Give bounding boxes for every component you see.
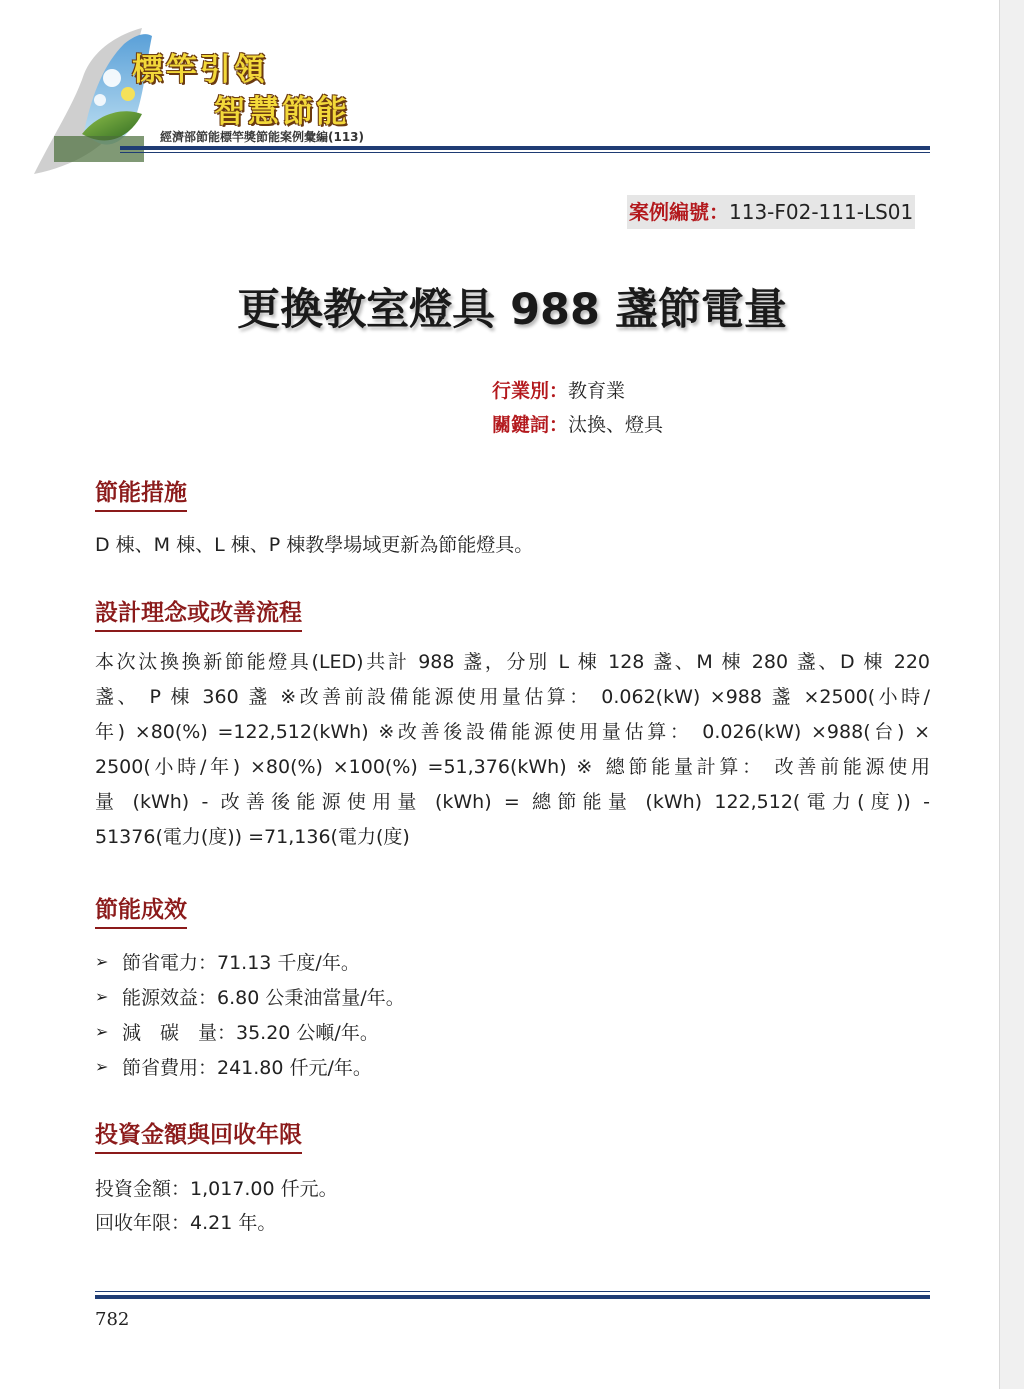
result-text: 減 碳 量：35.20 公噸/年。 [122, 1022, 379, 1044]
section-heading-results: 節能成效 [95, 891, 187, 929]
keywords-row [492, 410, 663, 437]
page-title: 更換教室燈具 988 盞節電量 [237, 285, 787, 335]
list-item [95, 1014, 405, 1049]
brand-slogan-line2: 智慧節能 [214, 94, 350, 130]
header-rule [120, 146, 930, 150]
case-number-box [627, 195, 915, 229]
section-heading-measures: 節能措施 [95, 474, 187, 512]
page-number: 782 [95, 1309, 130, 1330]
list-item [95, 944, 405, 979]
design-paragraph [95, 645, 930, 855]
investment-amount: 投資金額：1,017.00 仟元。 [95, 1178, 338, 1200]
brand-slogan-line1: 標竿引領 [132, 52, 268, 88]
design-line: 本次汰換換新節能燈具(LED)共計 988 盞，分別 L 棟 128 盞、M 棟 280 盞、D 棟 220 [95, 651, 930, 673]
result-text: 節省費用：241.80 仟元/年。 [122, 1057, 372, 1079]
design-line: 51376(電力(度)) =71,136(電力(度) [95, 826, 410, 848]
arrow-bullet-icon: ➢ [95, 952, 109, 971]
result-text: 能源效益：6.80 公秉油當量/年。 [122, 987, 405, 1009]
arrow-bullet-icon: ➢ [95, 987, 109, 1006]
arrow-bullet-icon: ➢ [95, 1057, 109, 1076]
design-line: 年) ×80(%) =122,512(kWh) ※改善後設備能源使用量估算： 0.026(kW) ×988(台) × [95, 721, 930, 743]
list-item [95, 979, 405, 1014]
industry-value: 教育業 [568, 380, 626, 402]
keywords-label: 關鍵詞： [492, 414, 569, 436]
case-number-value: 113-F02-111-LS01 [729, 200, 914, 224]
design-line: 量 (kWh) - 改善後能源使用量 (kWh) = 總節能量 (kWh) 122,512(電力(度)) - [95, 791, 930, 813]
list-item [95, 1049, 405, 1084]
keywords-value: 汰換、燈具 [568, 414, 664, 436]
industry-row [492, 376, 625, 403]
header-rule-thin [120, 152, 930, 153]
footer-rule [95, 1295, 930, 1299]
compilation-title: 經濟部節能標竿獎節能案例彙編(113) [160, 130, 365, 144]
payback-period: 回收年限：4.21 年。 [95, 1212, 277, 1234]
design-line: 盞、 P 棟 360 盞 ※改善前設備能源使用量估算： 0.062(kW) ×988 盞 ×2500(小時/ [95, 686, 930, 708]
industry-label: 行業別： [492, 380, 569, 402]
measures-text: D 棟、M 棟、L 棟、P 棟教學場域更新為節能燈具。 [95, 534, 534, 556]
arrow-bullet-icon: ➢ [95, 1022, 109, 1041]
section-heading-investment: 投資金額與回收年限 [95, 1116, 302, 1154]
case-number-label: 案例編號： [629, 200, 729, 224]
result-text: 節省電力：71.13 千度/年。 [122, 952, 360, 974]
design-line: 2500(小時/年) ×80(%) ×100(%) =51,376(kWh) ※ 總節能量計算： 改善前能源使用 [95, 756, 930, 778]
page-edge [999, 0, 1024, 1389]
results-list [95, 944, 405, 1084]
footer-rule-thin [95, 1291, 930, 1292]
section-heading-design: 設計理念或改善流程 [95, 594, 302, 632]
